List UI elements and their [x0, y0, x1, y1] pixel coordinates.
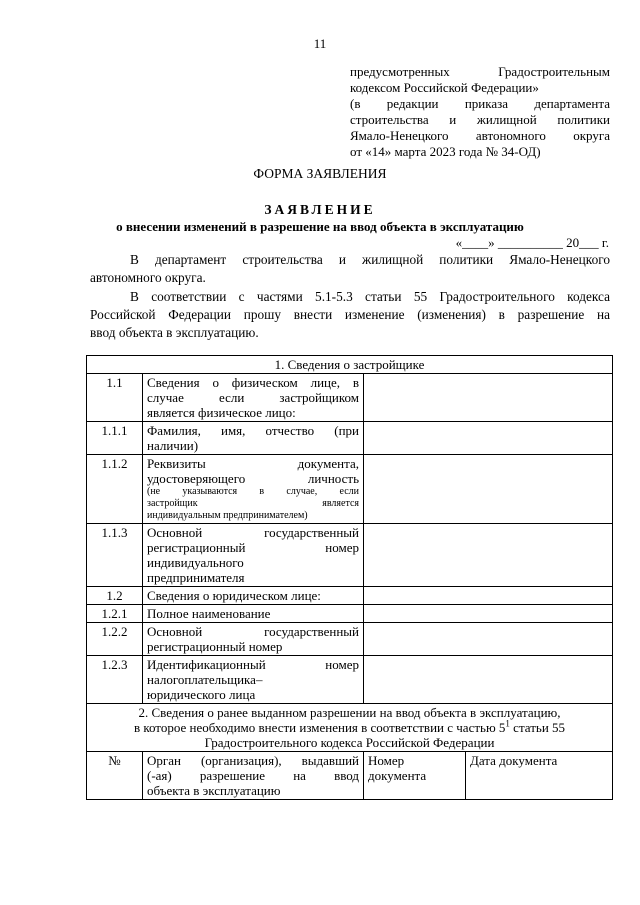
table-row — [87, 524, 613, 587]
section2-header-row — [87, 704, 613, 752]
application-form-table — [86, 355, 613, 800]
row-value-field[interactable] — [364, 374, 613, 422]
table-row — [87, 605, 613, 623]
row-label: Реквизиты документа, удостоверяющего личность (не указываются в случае, если застройщик является индивидуальным предпринимателем) — [143, 455, 364, 524]
section2-columns-row — [87, 752, 613, 800]
column-header-doc-number: Номер документа — [364, 752, 466, 800]
row-label: Основной государственный регистрационный номер индивидуального предпринимателя — [143, 524, 364, 587]
form-title: ФОРМА ЗАЯВЛЕНИЯ — [253, 166, 387, 181]
date-line: «____» __________ 20___ г. — [455, 235, 609, 250]
note-line: Ямало-Ненецкого автономного округа — [350, 128, 610, 143]
row-number: 1.1.1 — [87, 422, 143, 455]
page-number: 11 — [313, 36, 327, 51]
table-row — [87, 455, 613, 524]
table-row — [87, 623, 613, 656]
row-value-field[interactable] — [364, 623, 613, 656]
row-value-field[interactable] — [364, 455, 613, 524]
table-row — [87, 374, 613, 422]
row-number: 1.1.3 — [87, 524, 143, 587]
application-subtitle: о внесении изменений в разрешение на ввод объекта в эксплуатацию — [116, 219, 524, 234]
note-line: от «14» марта 2023 года № 34-ОД) — [350, 144, 541, 159]
row-number: 1.2.3 — [87, 656, 143, 704]
paragraph-line: ввод объекта в эксплуатацию. — [90, 325, 259, 340]
paragraph-line: В департамент строительства и жилищной политики Ямало-Ненецкого — [130, 252, 610, 267]
row-label: Фамилия, имя, отчество (при наличии) — [143, 422, 364, 455]
row-number: 1.2.1 — [87, 605, 143, 623]
request-paragraph — [90, 288, 610, 342]
section2-title: 2. Сведения о ранее выданном разрешении на ввод объекта в эксплуатацию, в которое необходимо внести изменения в соответствии с частью $5^1$ статьи 55 Градостроительного кодекса Российской Федерации — [87, 704, 613, 752]
row-value-field[interactable] — [364, 422, 613, 455]
row-number: 1.1.2 — [87, 455, 143, 524]
paragraph-line: автономного округа. — [90, 270, 206, 285]
column-header-issuer: Орган (организация), выдавший (-ая) разрешение на ввод объекта в эксплуатацию — [143, 752, 364, 800]
column-header-doc-date: Дата документа — [466, 752, 613, 800]
note-line: строительства и жилищной политики — [350, 112, 610, 127]
addressee-paragraph — [90, 251, 610, 287]
row-value-field[interactable] — [364, 605, 613, 623]
table-row — [87, 656, 613, 704]
note-line: (в редакции приказа департамента — [350, 96, 610, 111]
row-number: 1.2 — [87, 587, 143, 605]
row-label: Идентификационный номер налогоплательщика– юридического лица — [143, 656, 364, 704]
note-line: предусмотренных Градостроительным — [350, 64, 610, 79]
row-value-field[interactable] — [364, 524, 613, 587]
section1-title: 1. Сведения о застройщике — [87, 356, 613, 374]
table-row — [87, 587, 613, 605]
application-title: ЗАЯВЛЕНИЕ — [264, 202, 376, 217]
row-label: Сведения о физическом лице, в случае если застройщиком является физическое лицо: — [143, 374, 364, 422]
column-header-number: № — [87, 752, 143, 800]
paragraph-line: В соответствии с частями 5.1-5.3 статьи 55 Градостроительного кодекса — [130, 289, 610, 304]
section1-header-row — [87, 356, 613, 374]
table-row — [87, 422, 613, 455]
row-number: 1.1 — [87, 374, 143, 422]
row-value-field[interactable] — [364, 587, 613, 605]
paragraph-line: Российской Федерации прошу внести изменение (изменения) в разрешение на — [90, 307, 610, 322]
row-label: Сведения о юридическом лице: — [143, 587, 364, 605]
row-label: Полное наименование — [143, 605, 364, 623]
note-line: кодексом Российской Федерации» — [350, 80, 539, 95]
row-label: Основной государственный регистрационный номер — [143, 623, 364, 656]
approval-note — [350, 64, 610, 160]
row-value-field[interactable] — [364, 656, 613, 704]
row-number: 1.2.2 — [87, 623, 143, 656]
